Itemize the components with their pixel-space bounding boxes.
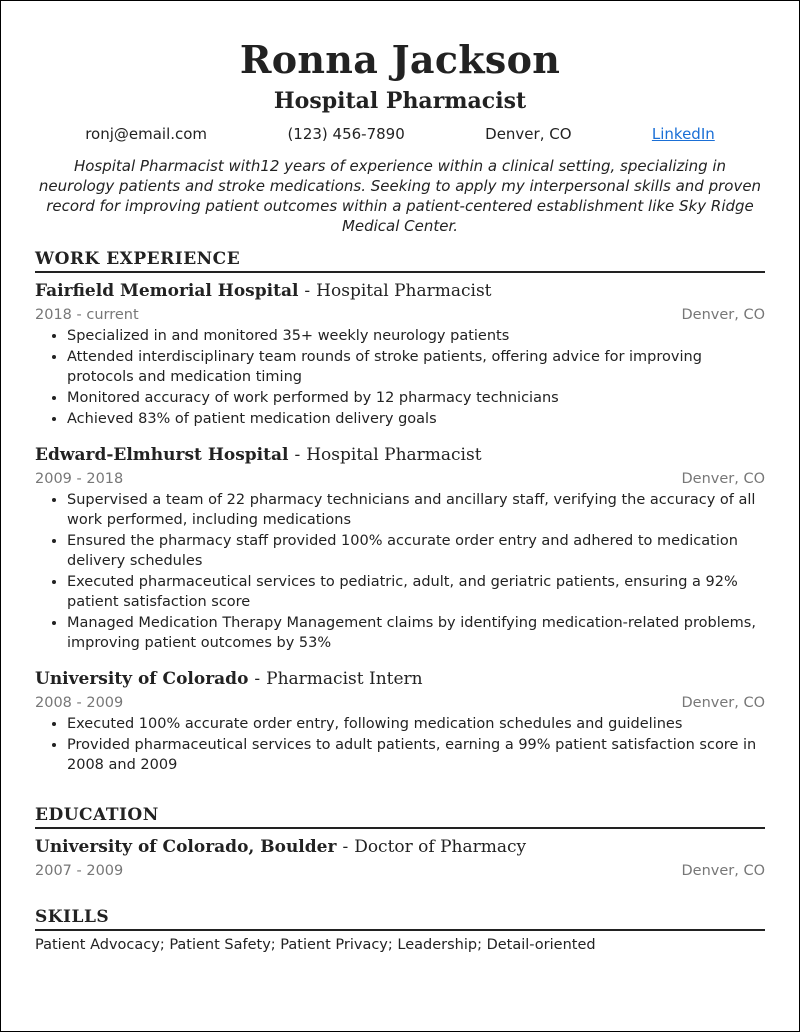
- job-role: Hospital Pharmacist: [316, 281, 492, 301]
- skills-text: Patient Advocacy; Patient Safety; Patient Privacy; Leadership; Detail-oriented: [35, 937, 596, 953]
- job-org: Fairfield Memorial Hospital: [35, 281, 299, 301]
- job-role: Pharmacist Intern: [266, 669, 423, 689]
- job-org: Edward-Elmhurst Hospital: [35, 445, 289, 465]
- job-meta: [35, 469, 765, 489]
- job-org: University of Colorado: [35, 669, 249, 689]
- job-bullet: • Ensured the pharmacy staff provided 100% accurate order entry and adhered to medication delivery schedules: [67, 531, 765, 571]
- summary-text: Hospital Pharmacist with12 years of experience within a clinical setting, specializing in neurology patients and stroke medications. Seeking to apply my interpersonal skills and proven record for improving patient outcomes within a patient-centered establishment like Sky Ridge Medical Center.: [38, 157, 762, 235]
- job-separator: -: [254, 669, 261, 689]
- job-bullets: [35, 490, 765, 653]
- job-location: Denver, CO: [681, 307, 765, 323]
- job-bullet: • Attended interdisciplinary team rounds of stroke patients, offering advice for improving protocols and medication timing: [67, 347, 765, 387]
- candidate-name: Ronna Jackson: [239, 37, 561, 82]
- section-title-work: WORK EXPERIENCE: [35, 249, 765, 273]
- job-bullet: • Managed Medication Therapy Management claims by identifying medication-related problems, improving patient outcomes by 53%: [67, 613, 765, 653]
- job-header: [35, 443, 765, 467]
- phone-text: (123) 456-7890: [287, 125, 405, 143]
- candidate-title: Hospital Pharmacist: [273, 88, 527, 114]
- job-bullet: • Achieved 83% of patient medication delivery goals: [67, 409, 765, 429]
- contact-row: [35, 125, 765, 143]
- education-separator: -: [342, 837, 349, 857]
- job-dates: 2009 - 2018: [35, 471, 124, 487]
- section-title-education: EDUCATION: [35, 805, 765, 829]
- job-bullet: • Supervised a team of 22 pharmacy technicians and ancillary staff, verifying the accuracy of all work performed, including medications: [67, 490, 765, 530]
- linkedin-link[interactable]: LinkedIn: [651, 125, 715, 143]
- job-bullet: • Monitored accuracy of work performed by 12 pharmacy technicians: [67, 388, 765, 408]
- job-bullet: • Provided pharmaceutical services to adult patients, earning a 99% patient satisfaction score in 2008 and 2009: [67, 735, 765, 775]
- job-location: Denver, CO: [681, 695, 765, 711]
- job-bullet: • Specialized in and monitored 35+ weekly neurology patients: [67, 326, 765, 346]
- job-separator: -: [294, 445, 301, 465]
- section-title-skills: SKILLS: [35, 907, 765, 931]
- job-meta: [35, 305, 765, 325]
- job-meta: [35, 693, 765, 713]
- education-entry: [35, 835, 765, 881]
- job-bullets: [35, 326, 765, 429]
- job-entry: [35, 667, 765, 775]
- email-text: ronj@email.com: [85, 125, 208, 143]
- education-header: [35, 835, 765, 859]
- job-bullets: [35, 714, 765, 775]
- education-org: University of Colorado, Boulder: [35, 837, 337, 857]
- job-entry: [35, 279, 765, 429]
- job-role: Hospital Pharmacist: [306, 445, 482, 465]
- job-header: [35, 667, 765, 691]
- location-text: Denver, CO: [485, 125, 572, 143]
- job-header: [35, 279, 765, 303]
- job-dates: 2018 - current: [35, 307, 139, 323]
- job-entry: [35, 443, 765, 653]
- job-dates: 2008 - 2009: [35, 695, 124, 711]
- education-degree: Doctor of Pharmacy: [354, 837, 527, 857]
- education-meta: [35, 861, 765, 881]
- education-location: Denver, CO: [681, 863, 765, 879]
- job-location: Denver, CO: [681, 471, 765, 487]
- education-dates: 2007 - 2009: [35, 863, 124, 879]
- job-separator: -: [304, 281, 311, 301]
- job-bullet: • Executed pharmaceutical services to pediatric, adult, and geriatric patients, ensuring a 92% patient satisfaction score: [67, 572, 765, 612]
- job-bullet: • Executed 100% accurate order entry, following medication schedules and guidelines: [67, 714, 765, 734]
